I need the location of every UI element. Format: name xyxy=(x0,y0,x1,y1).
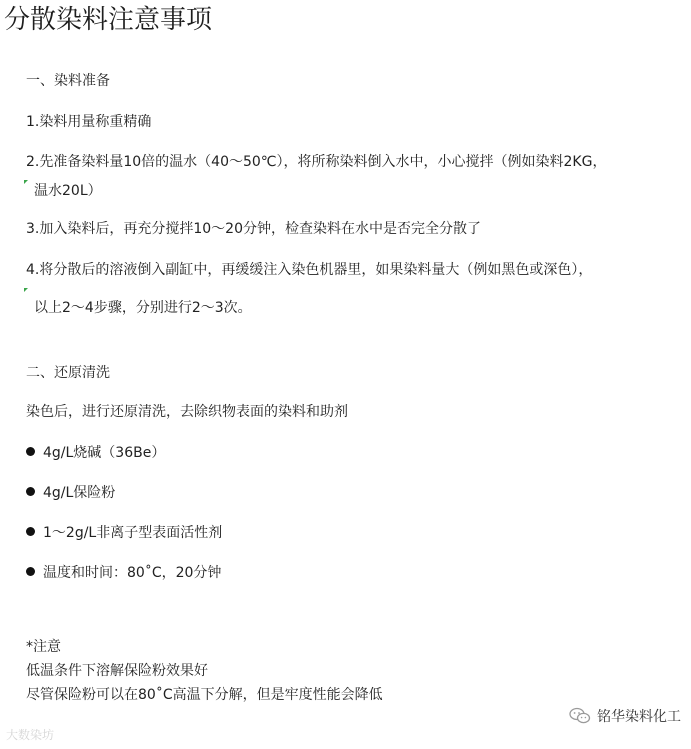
section1-heading: 一、染料准备 xyxy=(26,73,110,89)
bullet-dot-icon xyxy=(26,447,35,456)
watermark-right xyxy=(569,706,681,726)
bullet-item xyxy=(26,522,686,544)
watermark-left-text: 大数染坊 xyxy=(6,728,55,742)
bullet-text: 1～2g/L非离子型表面活性剂 xyxy=(43,525,223,541)
section1-item4-line2: 以上2～4步骤，分别进行2～3次。 xyxy=(34,300,252,316)
wechat-icon xyxy=(569,707,591,725)
bullet-text: 温度和时间：80˚C，20分钟 xyxy=(43,565,222,581)
bullet-item xyxy=(26,442,686,464)
bullet-text: 4g/L保险粉 xyxy=(43,485,116,501)
section1-item3: 3.加入染料后，再充分搅拌10～20分钟，检查染料在水中是否完全分散了 xyxy=(26,221,481,237)
green-corner-mark xyxy=(24,180,28,184)
notes-line2: 尽管保险粉可以在80˚C高温下分解，但是牢度性能会降低 xyxy=(26,687,383,703)
bullet-dot-icon xyxy=(26,487,35,496)
page-title: 分散染料注意事项 xyxy=(4,5,213,35)
bullet-item xyxy=(26,482,686,504)
notes-heading: *注意 xyxy=(26,639,61,655)
watermark-left xyxy=(6,726,54,743)
green-corner-mark xyxy=(24,288,28,292)
notes-line1: 低温条件下溶解保险粉效果好 xyxy=(26,663,208,679)
section1-item2-line1: 2.先准备染料量10倍的温水（40～50℃），将所称染料倒入水中，小心搅拌（例如染料2KG， xyxy=(26,154,607,170)
section2-heading: 二、还原清洗 xyxy=(26,365,110,381)
watermark-right-text: 铭华染料化工 xyxy=(597,709,681,725)
bullet-item xyxy=(26,562,686,584)
section2-intro: 染色后，进行还原清洗，去除织物表面的染料和助剂 xyxy=(26,404,348,420)
bullet-dot-icon xyxy=(26,527,35,536)
bullet-dot-icon xyxy=(26,567,35,576)
section1-item2-line2: 温水20L） xyxy=(34,183,102,199)
section1-item4-line1: 4.将分散后的溶液倒入副缸中，再缓缓注入染色机器里，如果染料量大（例如黑色或深色）， xyxy=(26,262,593,278)
section1-item1: 1.染料用量称重精确 xyxy=(26,114,152,130)
bullet-text: 4g/L烧碱（36Be） xyxy=(43,445,166,461)
